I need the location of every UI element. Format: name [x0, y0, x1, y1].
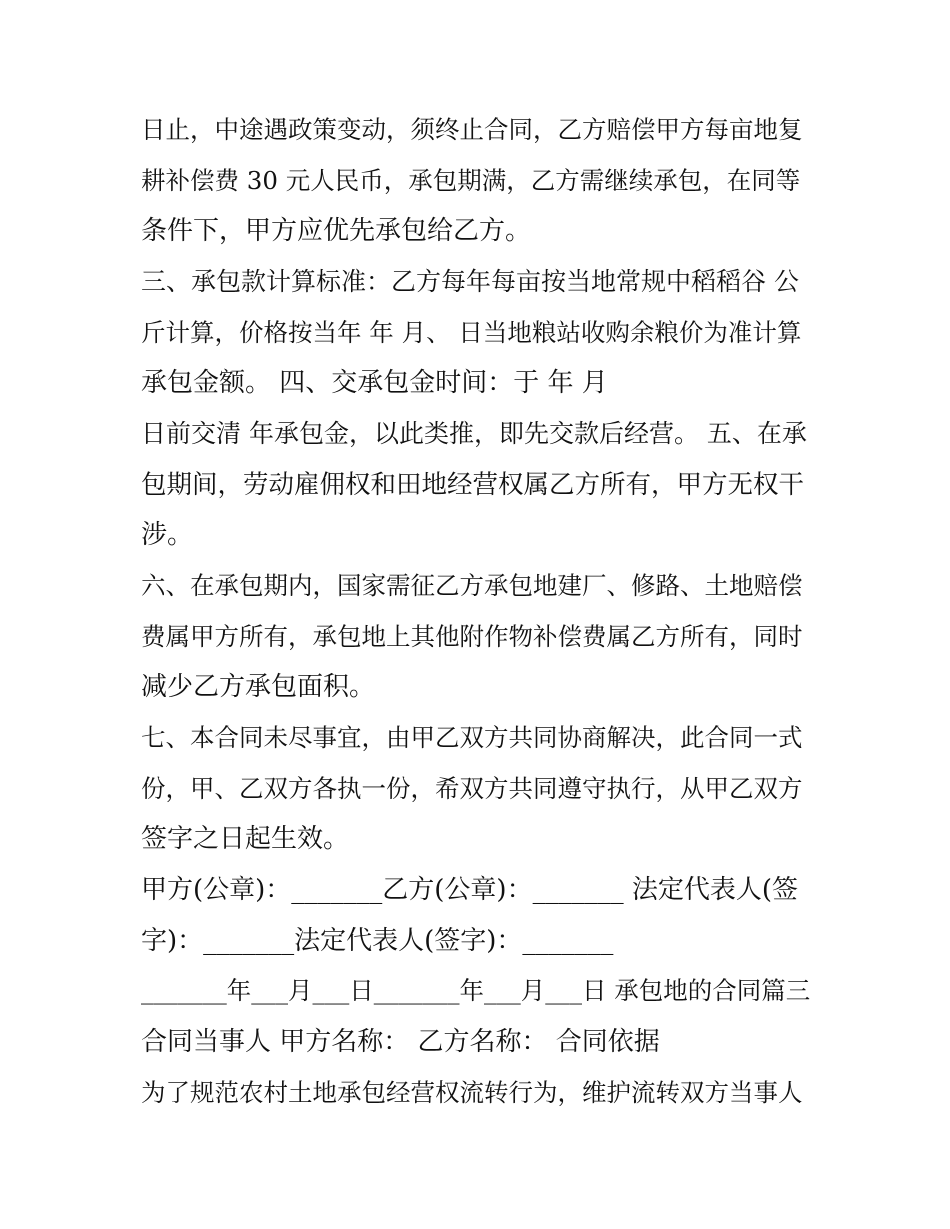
text-line: 耕补偿费 30 元人民币，承包期满，乙方需继续承包，在同等: [141, 166, 801, 195]
text-line: _______年___月___日_______年___月___日 承包地的合同篇三: [141, 976, 811, 1005]
text-line: 涉。: [141, 520, 194, 550]
text-line: 字)：_______法定代表人(签字)：_______: [141, 926, 614, 956]
text-line: 斤计算，价格按当年 年 月、 日当地粮站收购余粮价为准计算: [141, 318, 802, 347]
text-line: 三、承包款计算标准：乙方每年每亩按当地常规中稻稻谷 公: [141, 267, 799, 296]
text-line: 甲方(公章)：_______乙方(公章)：_______ 法定代表人(签: [141, 875, 798, 905]
text-line: 条件下，甲方应优先承包给乙方。: [141, 216, 532, 246]
text-line: 承包金额。 四、交承包金时间：于 年 月: [141, 368, 608, 398]
text-line: 七、本合同未尽事宜，由甲乙双方共同协商解决，此合同一式: [141, 723, 803, 752]
text-line: 日前交清 年承包金，以此类推，即先交款后经营。 五、在承: [141, 419, 807, 448]
text-line: 费属甲方所有，承包地上其他附作物补偿费属乙方所有，同时: [141, 622, 803, 651]
text-line: 日止，中途遇政策变动，须终止合同，乙方赔偿甲方每亩地复: [141, 115, 803, 144]
text-line: 六、在承包期内，国家需征乙方承包地建厂、修路、土地赔偿: [141, 571, 803, 600]
text-line: 包期间，劳动雇佣权和田地经营权属乙方所有，甲方无权干: [141, 470, 805, 500]
text-line: 合同当事人 甲方名称： 乙方名称： 合同依据: [141, 1027, 660, 1057]
text-line: 份，甲、乙双方各执一份，希双方共同遵守执行，从甲乙双方: [141, 774, 803, 803]
text-line: 减少乙方承包面积。: [141, 672, 376, 702]
text-line: 签字之日起生效。: [141, 824, 350, 854]
text-line: 为了规范农村土地承包经营权流转行为，维护流转双方当事人: [141, 1078, 803, 1107]
